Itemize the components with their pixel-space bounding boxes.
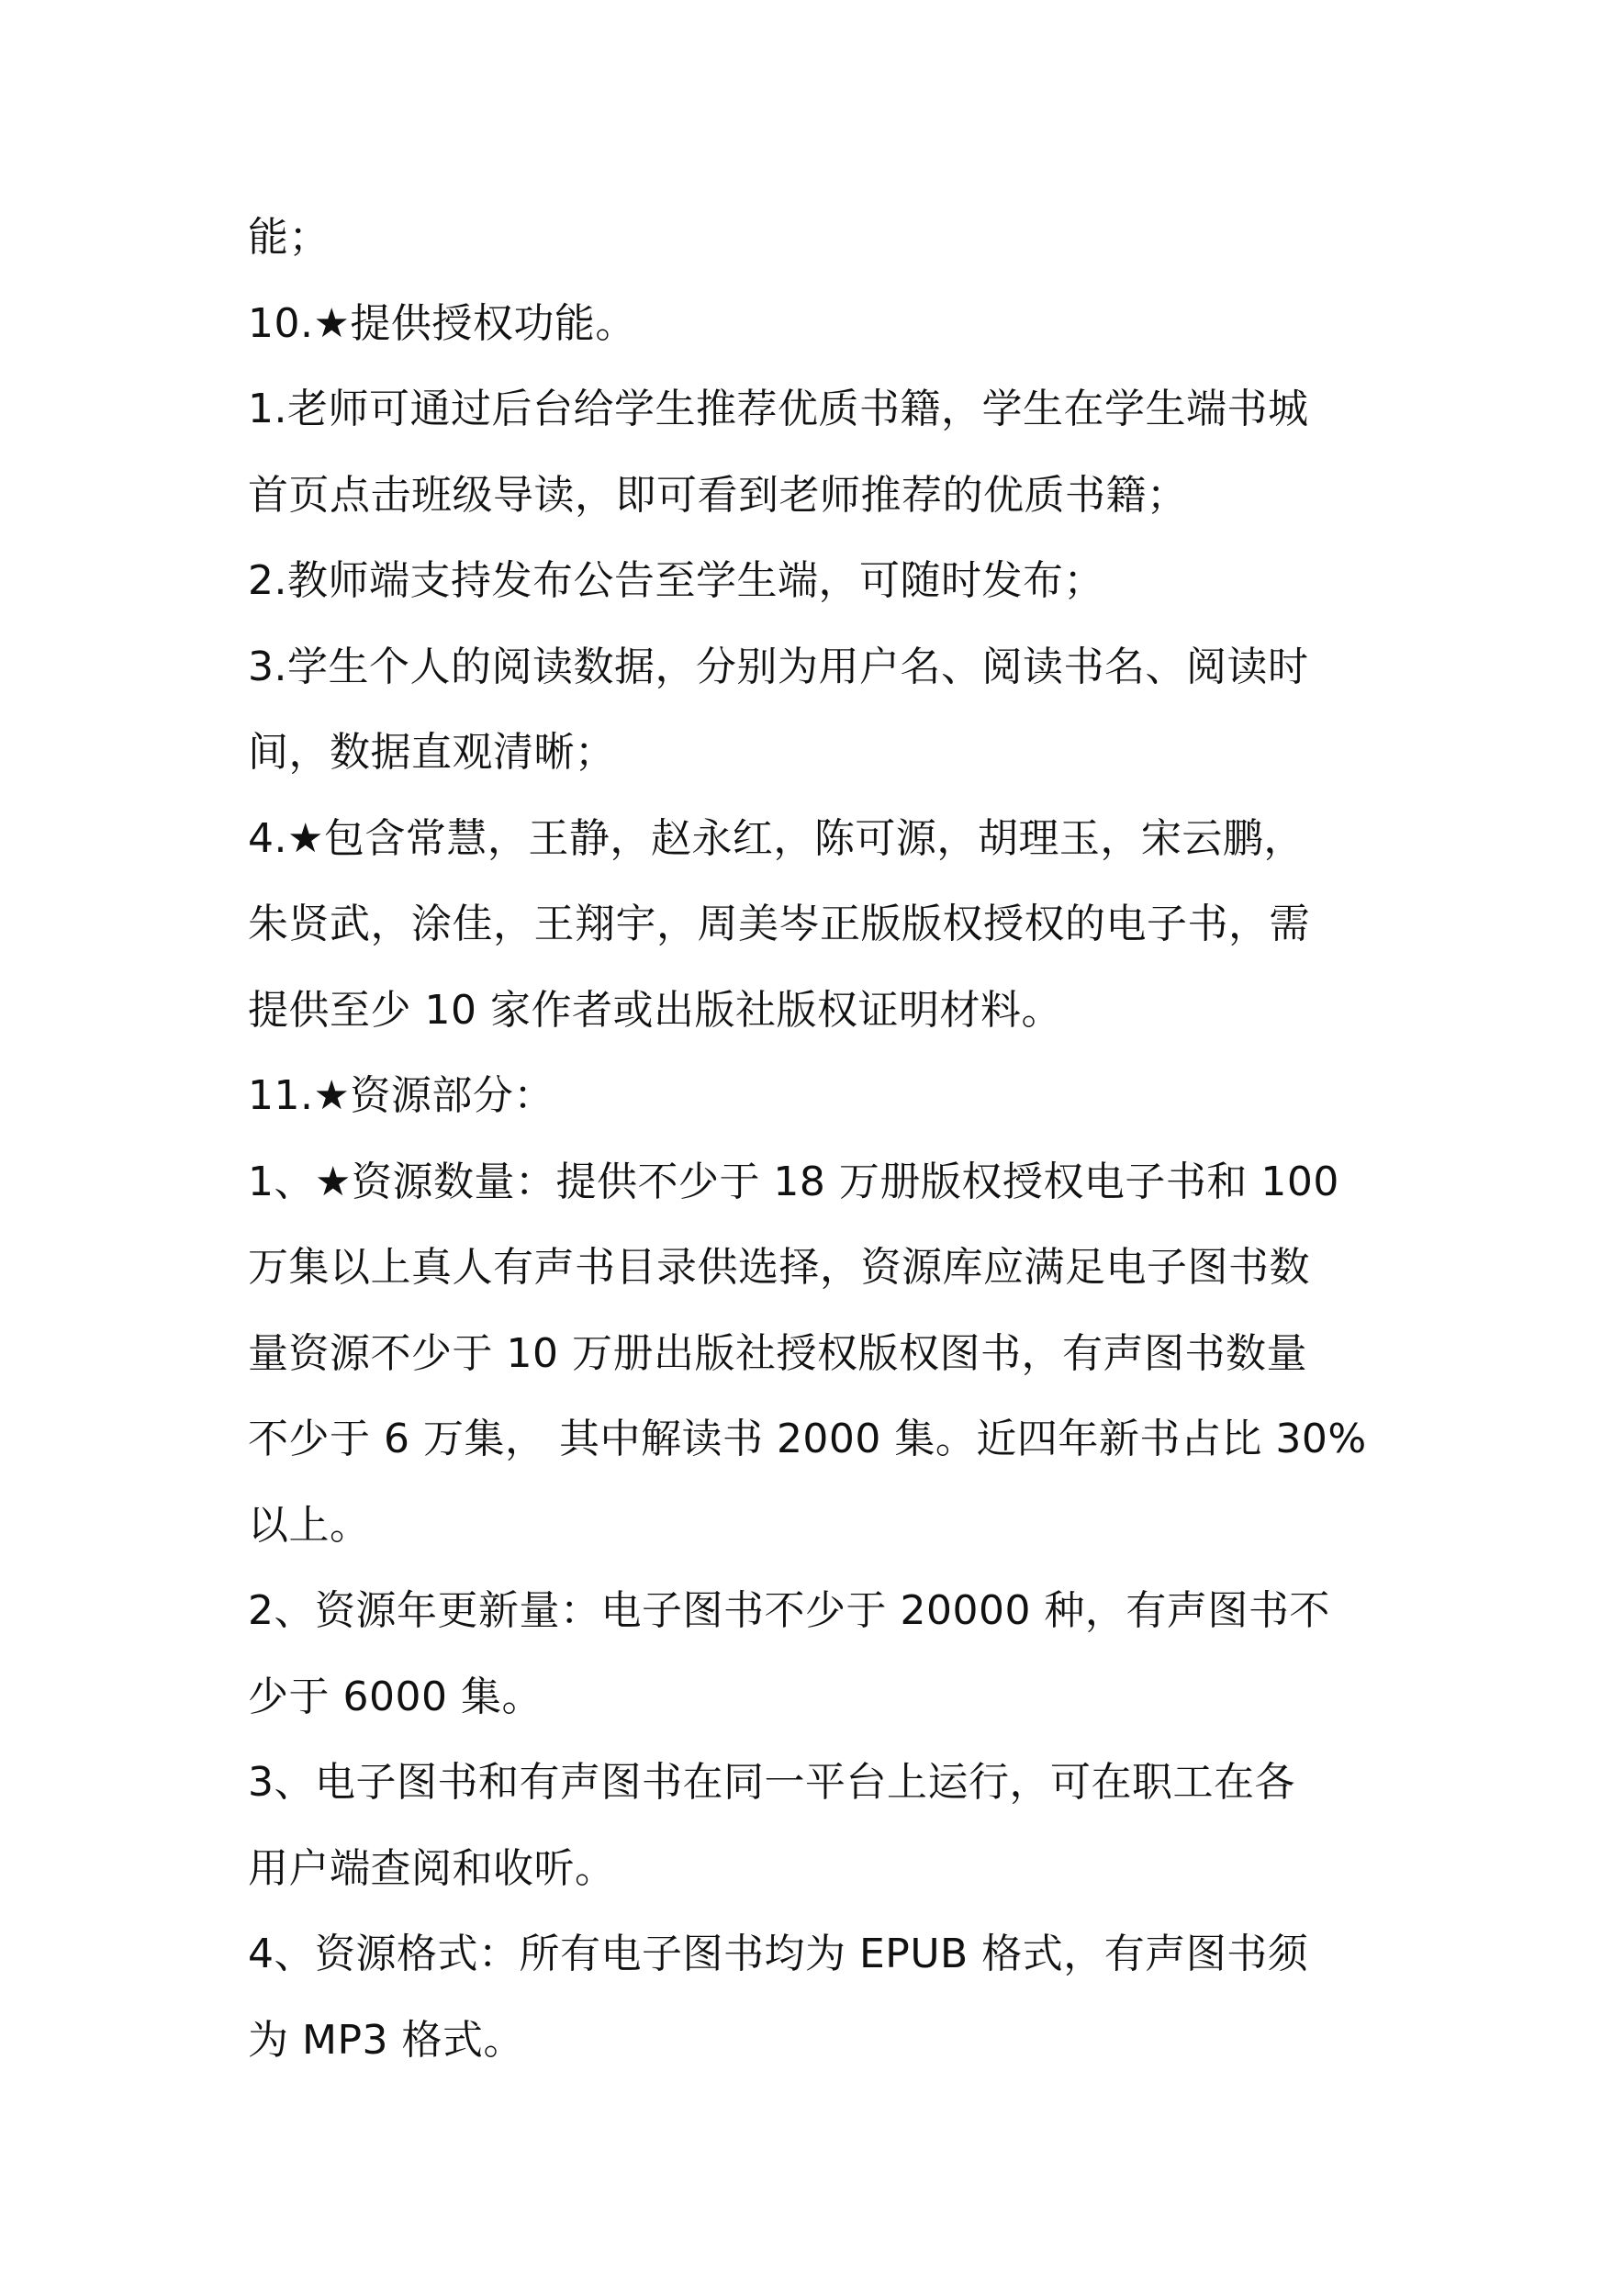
- text-line: 2.教师端支持发布公告至学生端，可随时发布；: [248, 557, 1104, 604]
- text-line: 3.学生个人的阅读数据，分别为用户名、阅读书名、阅读时: [248, 643, 1309, 690]
- text-line: 1.老师可通过后台给学生推荐优质书籍，学生在学生端书城: [248, 386, 1309, 432]
- text-line: 4.★包含常慧，王静，赵永红，陈可源，胡理玉，宋云鹏，: [248, 814, 1305, 862]
- text-line: 用户端查阅和收听。: [248, 1844, 616, 1892]
- text-line: 3、电子图书和有声图书在同一平台上运行，可在职工在各: [248, 1759, 1295, 1806]
- text-line: 量资源不少于 10 万册出版社授权版权图书，有声图书数量: [248, 1329, 1307, 1377]
- text-line: 少于 6000 集。: [248, 1673, 543, 1720]
- text-line: 提供至少 10 家作者或出版社版权证明材料。: [248, 986, 1062, 1034]
- text-line: 首页点击班级导读，即可看到老师推荐的优质书籍；: [248, 471, 1188, 519]
- document-body: [248, 195, 1395, 2083]
- text-line: 能；: [248, 214, 330, 261]
- text-line: 10.★提供授权功能。: [248, 299, 636, 347]
- text-line: 1、★资源数量：提供不少于 18 万册版权授权电子书和 100: [248, 1158, 1339, 1205]
- text-line: 万集以上真人有声书目录供选择，资源库应满足电子图书数: [248, 1244, 1310, 1291]
- text-line: 朱贤武，涂佳，王翔宇，周美岑正版版权授权的电子书，需: [248, 901, 1310, 947]
- text-line: 4、资源格式：所有电子图书均为 EPUB 格式，有声图书须: [248, 1931, 1309, 1977]
- text-line: 不少于 6 万集， 其中解读书 2000 集。近四年新书占比 30%: [248, 1416, 1367, 1462]
- text-line: 11.★资源部分：: [248, 1072, 554, 1119]
- text-line: 以上。: [248, 1501, 371, 1549]
- text-line: 为 MP3 格式。: [248, 2016, 524, 2064]
- text-line: 2、资源年更新量：电子图书不少于 20000 种，有声图书不: [248, 1587, 1330, 1634]
- text-line: 间，数据直观清晰；: [248, 729, 616, 776]
